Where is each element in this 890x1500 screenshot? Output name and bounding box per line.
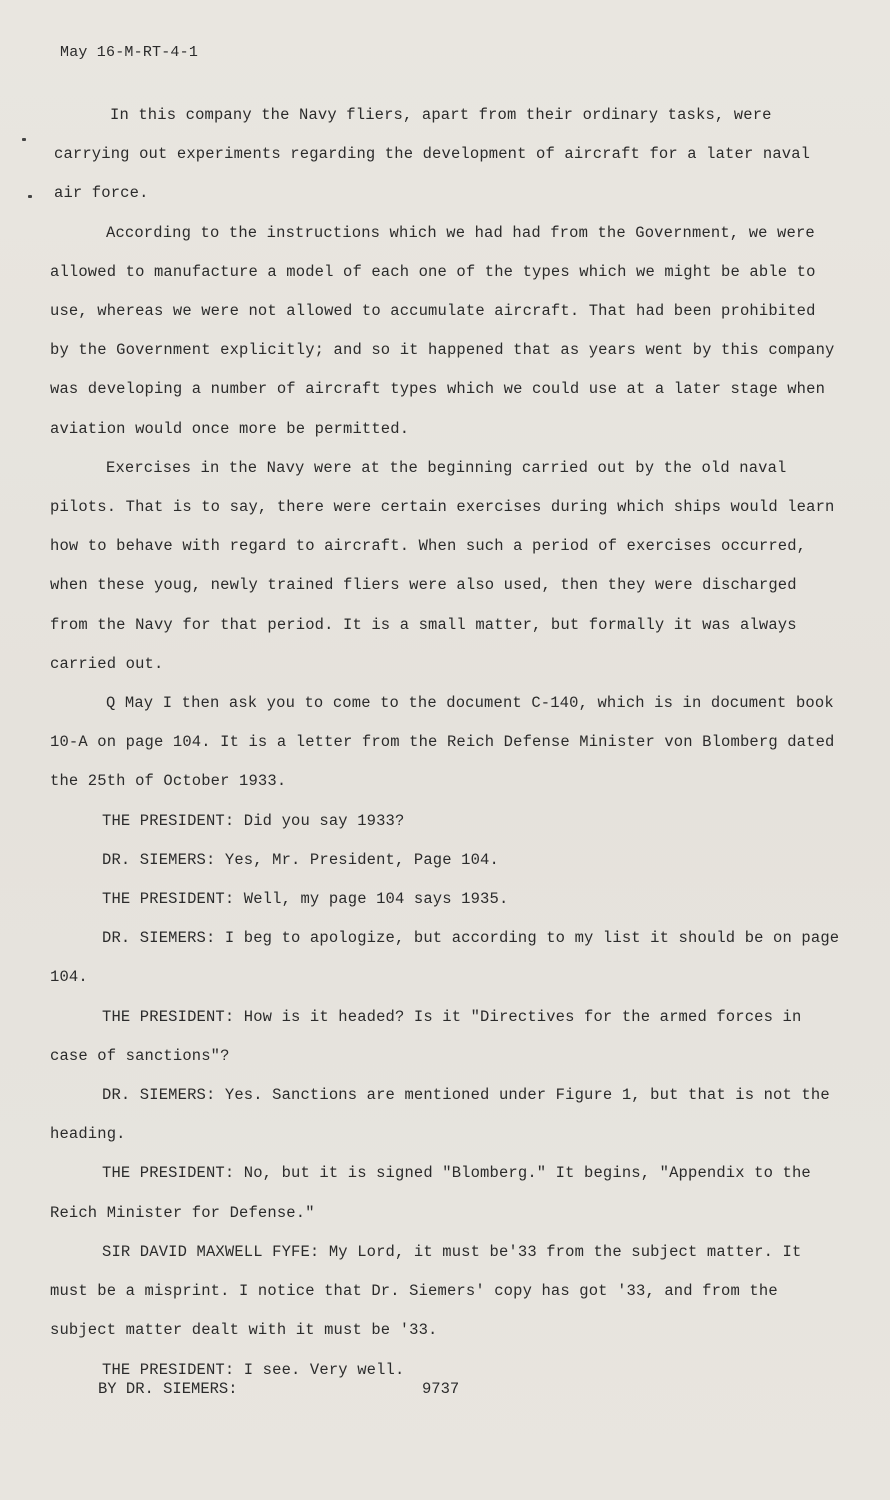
dialogue-line: THE PRESIDENT: Did you say 1933? [102,811,405,830]
dialogue-line: DR. SIEMERS: Yes, Mr. President, Page 104. [102,850,499,869]
margin-mark [22,138,26,141]
by-line: BY DR. SIEMERS: [98,1380,238,1398]
dialogue-line: THE PRESIDENT: Well, my page 104 says 1935. [102,890,509,909]
margin-mark [28,195,32,198]
dialogue-line: SIR DAVID MAXWELL FYFE: My Lord, it must be'33 from the subject matter. It must be a misprint. I notice that Dr. Siemers' copy has got '33, and from the subject matter dealt with it must be '33. [50,1242,802,1340]
paragraph-aircraft-experiments: In this company the Navy fliers, apart from their ordinary tasks, were carrying out experiments regarding the development of aircraft for a later naval air force. [54,106,811,203]
page-number: 9737 [422,1380,460,1398]
dialogue-line: THE PRESIDENT: How is it headed? Is it "Directives for the armed forces in case of sanctions"? [50,1007,802,1065]
document-reference: May 16-M-RT-4-1 [60,44,199,61]
paragraph-government-instructions: According to the instructions which we had had from the Government, we were allowed to manufacture a model of each one of the types which we might be able to use, whereas we were not allowed to accumulate aircraft. That had been prohibited by the Government explicitly; and so it happened that as years went by this company was developing a number of aircraft types which we could use at a later stage when aviation would once more be permitted. [50,223,835,438]
dialogue-line: THE PRESIDENT: No, but it is signed "Blomberg." It begins, "Appendix to the Reich Minister for Defense." [50,1164,811,1222]
paragraph-question-document: Q May I then ask you to come to the document C-140, which is in document book 10-A on page 104. It is a letter from the Reich Defense Minister von Blomberg dated the 25th of October 1933. [50,694,835,791]
dialogue-line: DR. SIEMERS: I beg to apologize, but according to my list it should be on page 104. [50,929,840,987]
dialogue-line: DR. SIEMERS: Yes. Sanctions are mentioned under Figure 1, but that is not the heading. [50,1086,830,1144]
transcript-body [50,96,840,1390]
dialogue-line: THE PRESIDENT: I see. Very well. [102,1360,405,1379]
paragraph-navy-exercises: Exercises in the Navy were at the beginning carried out by the old naval pilots. That is to say, there were certain exercises during which ships would learn how to behave with regard to aircraft. When such a period of exercises occurred, when these youg, newly trained fliers were also used, then they were discharged from the Navy for that period. It is a small matter, but formally it was always carried out. [50,458,835,673]
